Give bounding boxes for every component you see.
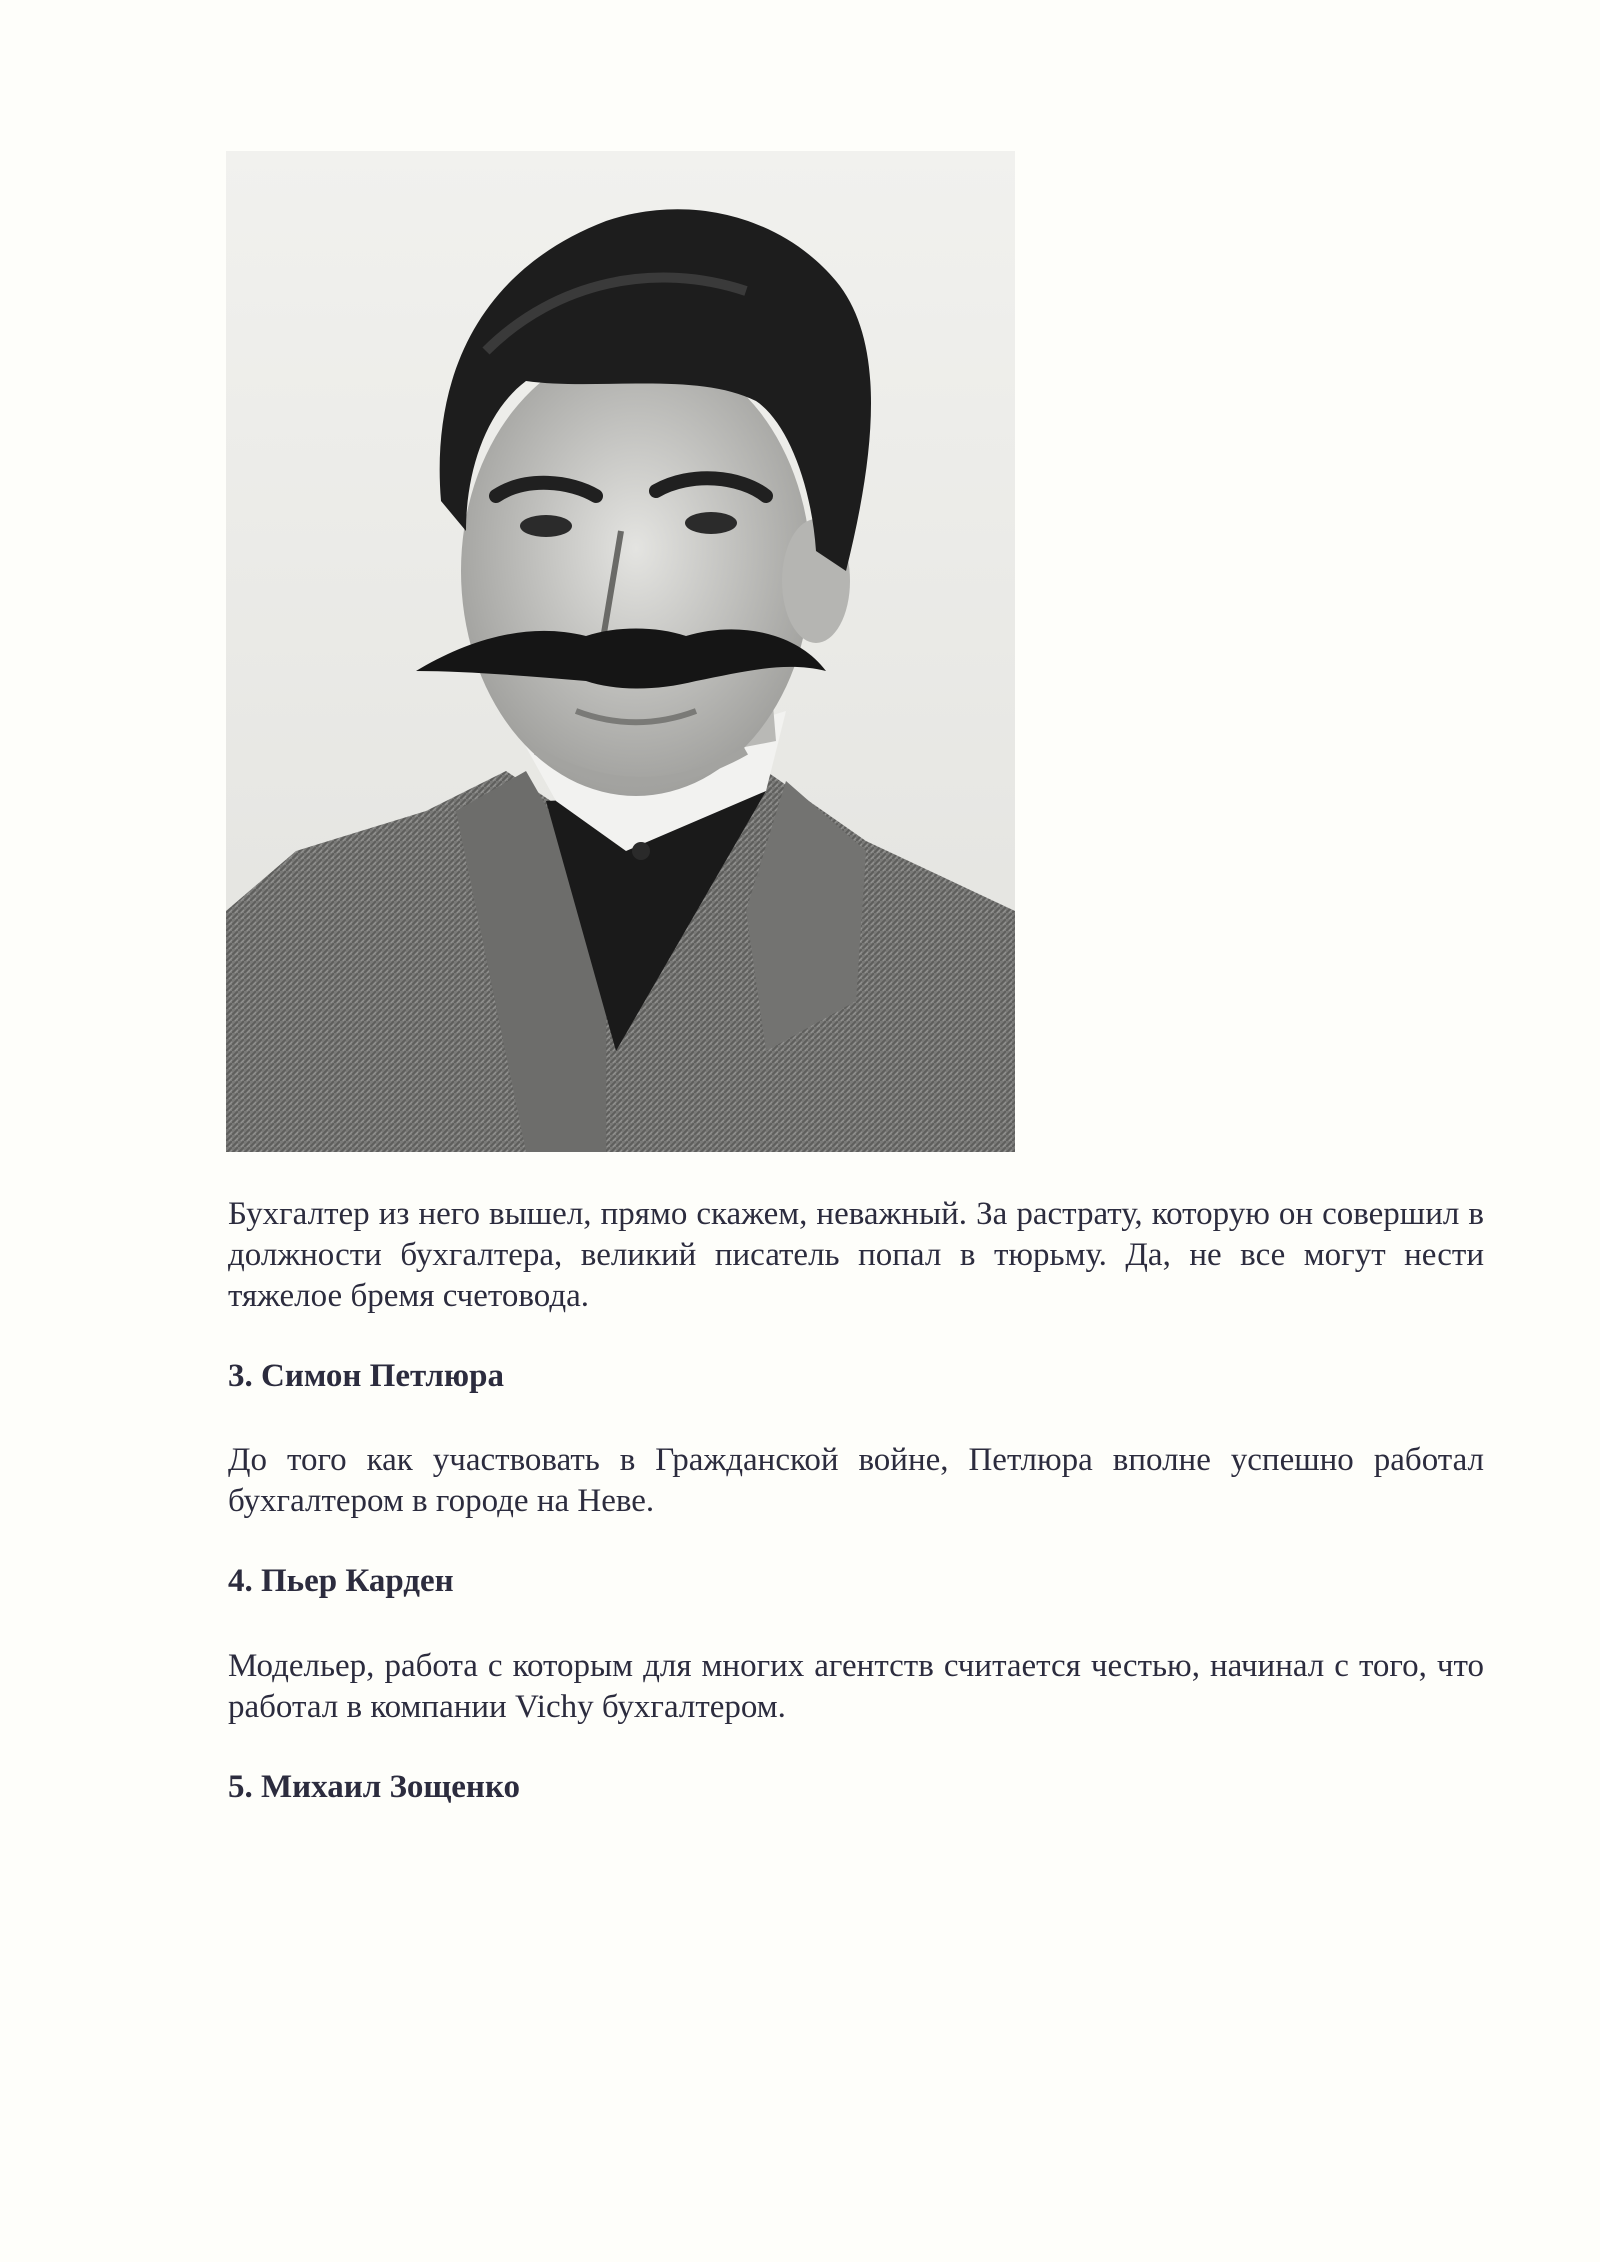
paragraph-bookkeeper: Бухгалтер из него вышел, прямо скажем, неважный. За растрату, которую он совершил в должности бухгалтера, великий писатель попал в тюрьму. Да, не все могут нести тяжелое бремя счетовода. [228, 1196, 1484, 1314]
paragraph-cardin: Модельер, работа с которым для многих агентств считается честью, начинал с того, что работал в компании Vichy бухгалтером. [228, 1648, 1484, 1725]
heading-pierre-cardin: 4. Пьер Карден [228, 1563, 454, 1599]
paragraph-petlyura: До того как участвовать в Гражданской войне, Петлюра вполне успешно работал бухгалтером в городе на Неве. [228, 1442, 1484, 1519]
portrait-drawing [226, 151, 1015, 1152]
heading-simon-petlyura: 3. Симон Петлюра [228, 1358, 504, 1394]
portrait-photo [226, 151, 1015, 1152]
heading-mikhail-zoshchenko: 5. Михаил Зощенко [228, 1769, 521, 1805]
